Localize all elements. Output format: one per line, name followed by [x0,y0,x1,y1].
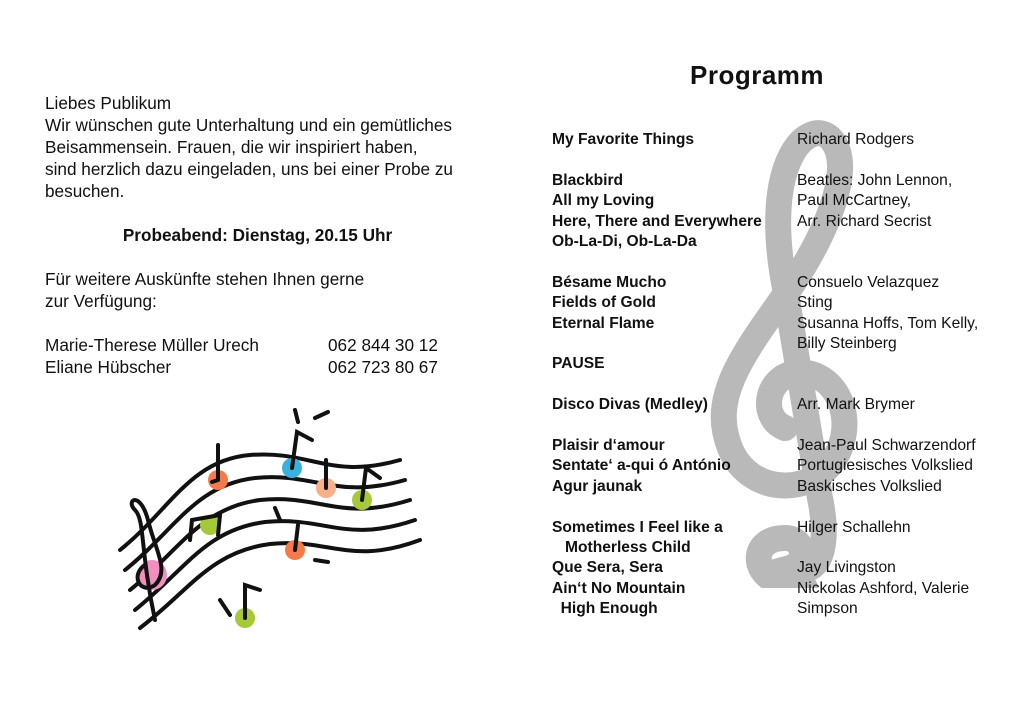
composer-name: Hilger Schallehn [797,518,911,536]
greeting-section [45,92,490,378]
info-line: Für weitere Auskünfte stehen Ihnen gerne [45,269,365,289]
composer-name: Simpson [797,600,858,618]
composer-name [797,150,1012,170]
program-row [552,171,1012,191]
piece-title: Plaisir d‘amour [552,437,665,455]
program-row [552,477,1012,497]
piece-title [552,252,797,272]
composer-name [797,354,1012,374]
piece-title: Here, There and Everywhere [552,212,762,230]
piece-title: Agur jaunak [552,477,643,495]
piece-title [552,334,797,354]
program-row [552,252,1012,272]
program-row [552,273,1012,293]
contact-phone: 062 723 80 67 [328,357,438,377]
piece-title: Eternal Flame [552,314,655,332]
program-row [552,497,1012,517]
program-row [552,375,1012,395]
composer-name [797,232,1012,252]
composer-name: Paul McCartney, [797,192,912,210]
composer-name: Beatles: John Lennon, [797,171,953,189]
program-row [552,416,1012,436]
intro-line: besuchen. [45,181,125,201]
program-row [552,354,1012,374]
composer-name: Arr. Mark Brymer [797,396,915,414]
piece-title: Sometimes I Feel like a [552,518,723,536]
composer-name: Richard Rodgers [797,131,915,148]
intro-line: Wir wünschen gute Unterhaltung und ein gemütliches [45,115,453,135]
composer-name: Portugiesisches Volkslied [797,457,973,475]
composer-name [797,252,1012,272]
piece-title: Ob-La-Di, Ob-La-Da [552,233,697,251]
music-notes-illustration [100,400,430,640]
program-row [552,456,1012,476]
program-row [552,558,1012,578]
program-row [552,232,1012,252]
composer-name [797,416,1012,436]
program-row [552,599,1012,619]
program-row [552,334,1012,354]
piece-title: High Enough [552,600,658,618]
piece-title: Motherless Child [552,539,691,557]
piece-title: Que Sera, Sera [552,559,663,577]
program-title: Programm [690,60,825,90]
program-row [552,518,1012,538]
composer-name: Arr. Richard Secrist [797,212,932,230]
piece-title [552,416,797,436]
composer-name: Sting [797,294,833,312]
composer-name: Jay Livingston [797,559,896,577]
program-row [552,191,1012,211]
greeting-title: Liebes Publikum [45,93,172,113]
piece-title: Fields of Gold [552,294,656,312]
intro-line: Beisammensein. Frauen, die wir inspiriert haben, [45,137,418,157]
intro-line: sind herzlich dazu eingeladen, uns bei einer Probe zu [45,159,453,179]
piece-title: Blackbird [552,171,624,189]
program-row [552,130,1012,150]
program-row [552,436,1012,456]
composer-name: Billy Steinberg [797,335,897,353]
contact-name: Eliane Hübscher [45,357,172,377]
program-row [552,579,1012,599]
piece-title [552,150,797,170]
composer-name [797,497,1012,517]
program-row [552,538,1012,558]
program-row [552,212,1012,232]
composer-name: Nickolas Ashford, Valerie [797,579,970,597]
piece-title: All my Loving [552,192,655,210]
program-row [552,293,1012,313]
piece-title: PAUSE [552,355,605,373]
piece-title: My Favorite Things [552,131,695,148]
piece-title [552,375,797,395]
rehearsal-info: Probeabend: Dienstag, 20.15 Uhr [122,225,393,245]
contact-list [45,334,490,378]
program-row [552,150,1012,170]
composer-name [797,375,1012,395]
contact-name: Marie-Therese Müller Urech [45,335,259,355]
piece-title: Disco Divas (Medley) [552,396,708,414]
program-list [552,130,1012,620]
composer-name: Baskisches Volkslied [797,477,942,495]
composer-name: Consuelo Velazquez [797,273,940,291]
piece-title [552,497,797,517]
program-row [552,314,1012,334]
info-line: zur Verfügung: [45,291,157,311]
composer-name: Jean-Paul Schwarzendorf [797,437,976,455]
piece-title: Ain‘t No Mountain [552,579,686,597]
program-row [552,395,1012,415]
piece-title: Sentate‘ a-qui ó António [552,457,731,475]
contact-phone: 062 844 30 12 [328,335,438,355]
composer-name: Susanna Hoffs, Tom Kelly, [797,314,979,332]
composer-name [797,538,1012,558]
piece-title: Bésame Mucho [552,273,667,291]
